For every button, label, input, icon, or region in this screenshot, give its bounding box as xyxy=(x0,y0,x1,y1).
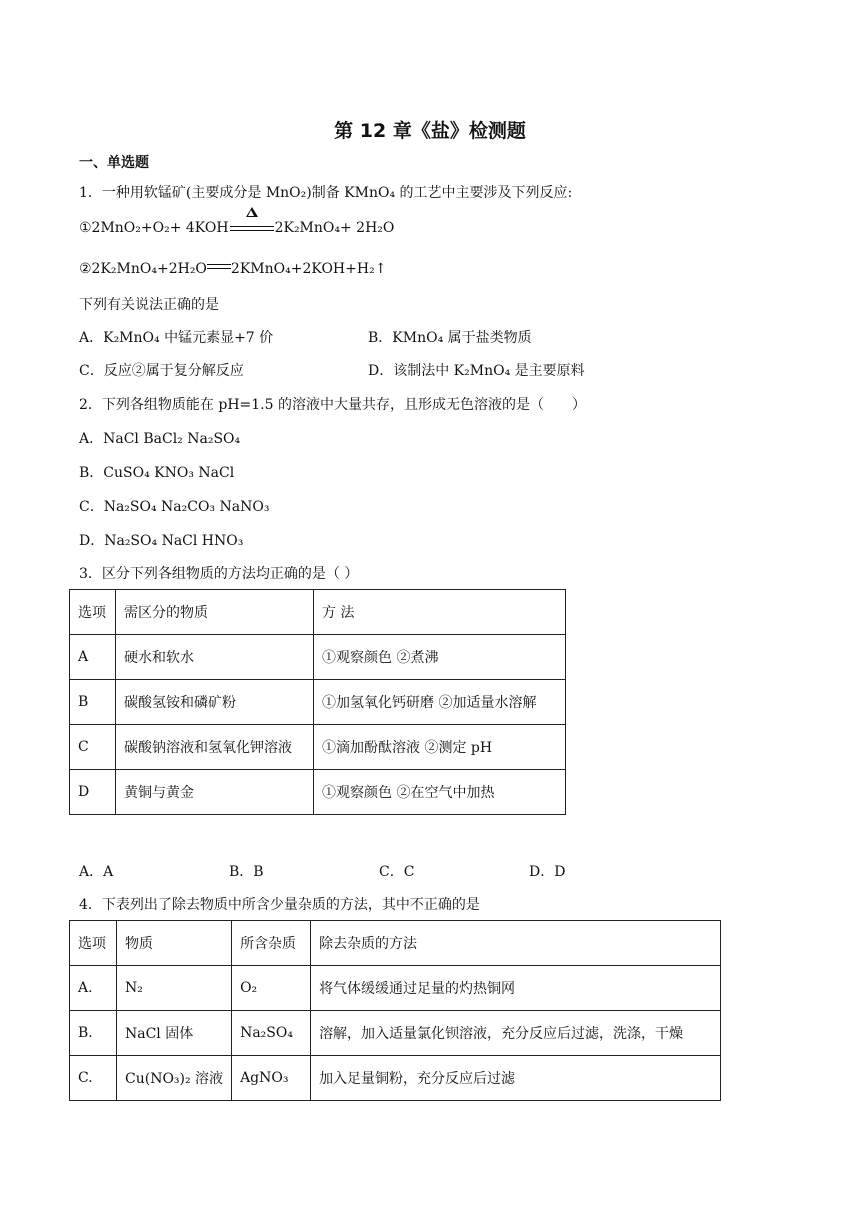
table-header-row xyxy=(70,590,566,635)
reaction1-left: ①2MnO₂+O₂+ 4KOH xyxy=(79,220,229,236)
table-row xyxy=(70,1056,721,1101)
table-cell: C xyxy=(70,725,116,770)
table-header-cell: 需区分的物质 xyxy=(116,590,314,635)
table-row xyxy=(70,966,721,1011)
table-cell: A xyxy=(70,635,116,680)
q2-stem: 2．下列各组物质能在 pH=1.5 的溶液中大量共存，且形成无色溶液的是（ ） xyxy=(79,397,586,413)
q3-option-d[interactable]: D．D xyxy=(529,864,566,880)
reaction2-left: ②2K₂MnO₄+2H₂O xyxy=(79,261,207,277)
q3-stem: 3．区分下列各组物质的方法均正确的是（ ） xyxy=(79,566,359,582)
table-cell: A. xyxy=(70,966,117,1011)
table-cell: Na₂SO₄ xyxy=(232,1011,311,1056)
table-cell: ①观察颜色 ②在空气中加热 xyxy=(314,770,566,815)
table-row xyxy=(70,680,566,725)
table-cell: O₂ xyxy=(232,966,311,1011)
table-cell: ①观察颜色 ②煮沸 xyxy=(314,635,566,680)
heat-condition-equals-icon xyxy=(230,219,274,233)
q4-stem: 4．下表列出了除去物质中所含少量杂质的方法，其中不正确的是 xyxy=(79,897,480,913)
table-header-cell: 选项 xyxy=(70,590,116,635)
table-cell: B xyxy=(70,680,116,725)
table-header-cell: 除去杂质的方法 xyxy=(311,921,721,966)
table-cell: C. xyxy=(70,1056,117,1101)
table-header-cell: 物质 xyxy=(117,921,232,966)
q1-prompt: 下列有关说法正确的是 xyxy=(79,297,219,313)
equals-sign-icon xyxy=(207,262,231,272)
reaction1-right: 2K₂MnO₄+ 2H₂O xyxy=(274,220,395,236)
reaction2-right: 2KMnO₄+2KOH+H₂↑ xyxy=(230,261,387,277)
q3-option-a[interactable]: A．A xyxy=(79,864,114,880)
table-row xyxy=(70,725,566,770)
table-cell: N₂ xyxy=(117,966,232,1011)
table-cell: 溶解，加入适量氯化钡溶液，充分反应后过滤，洗涤，干燥 xyxy=(311,1011,721,1056)
q4-table xyxy=(69,920,721,1101)
table-cell: 黄铜与黄金 xyxy=(116,770,314,815)
table-cell: AgNO₃ xyxy=(232,1056,311,1101)
table-cell: Cu(NO₃)₂ 溶液 xyxy=(117,1056,232,1101)
q2-option-c[interactable]: C．Na₂SO₄ Na₂CO₃ NaNO₃ xyxy=(79,499,270,515)
q2-option-d[interactable]: D．Na₂SO₄ NaCl HNO₃ xyxy=(79,533,244,549)
q1-option-b[interactable]: B．KMnO₄ 属于盐类物质 xyxy=(368,330,532,346)
q1-option-a[interactable]: A．K₂MnO₄ 中锰元素显+7 价 xyxy=(79,330,274,346)
q1-reaction-2 xyxy=(79,261,386,277)
table-header-cell: 方 法 xyxy=(314,590,566,635)
q1-reaction-1 xyxy=(79,219,394,236)
table-cell: 硬水和软水 xyxy=(116,635,314,680)
q2-option-b[interactable]: B．CuSO₄ KNO₃ NaCl xyxy=(79,465,235,481)
section-heading: 一、单选题 xyxy=(79,155,149,171)
page-title: 第 12 章《盐》检测题 xyxy=(334,120,526,142)
table-cell: 碳酸氢铵和磷矿粉 xyxy=(116,680,314,725)
q3-option-b[interactable]: B．B xyxy=(229,864,264,880)
table-row xyxy=(70,635,566,680)
q3-table xyxy=(69,589,566,815)
q1-option-d[interactable]: D．该制法中 K₂MnO₄ 是主要原料 xyxy=(368,363,585,379)
q2-option-a[interactable]: A．NaCl BaCl₂ Na₂SO₄ xyxy=(79,431,241,447)
table-cell: D xyxy=(70,770,116,815)
table-cell: 将气体缓缓通过足量的灼热铜网 xyxy=(311,966,721,1011)
table-header-cell: 所含杂质 xyxy=(232,921,311,966)
table-cell: ①加氢氧化钙研磨 ②加适量水溶解 xyxy=(314,680,566,725)
table-row xyxy=(70,770,566,815)
table-cell: 碳酸钠溶液和氢氧化钾溶液 xyxy=(116,725,314,770)
table-header-cell: 选项 xyxy=(70,921,117,966)
table-cell: B. xyxy=(70,1011,117,1056)
table-cell: ①滴加酚酞溶液 ②测定 pH xyxy=(314,725,566,770)
q1-option-c[interactable]: C．反应②属于复分解反应 xyxy=(79,363,244,379)
table-cell: NaCl 固体 xyxy=(117,1011,232,1056)
table-row xyxy=(70,1011,721,1056)
table-cell: 加入足量铜粉，充分反应后过滤 xyxy=(311,1056,721,1101)
q3-option-c[interactable]: C．C xyxy=(379,864,415,880)
table-header-row xyxy=(70,921,721,966)
q1-stem: 1．一种用软锰矿(主要成分是 MnO₂)制备 KMnO₄ 的工艺中主要涉及下列反应: xyxy=(79,185,573,201)
